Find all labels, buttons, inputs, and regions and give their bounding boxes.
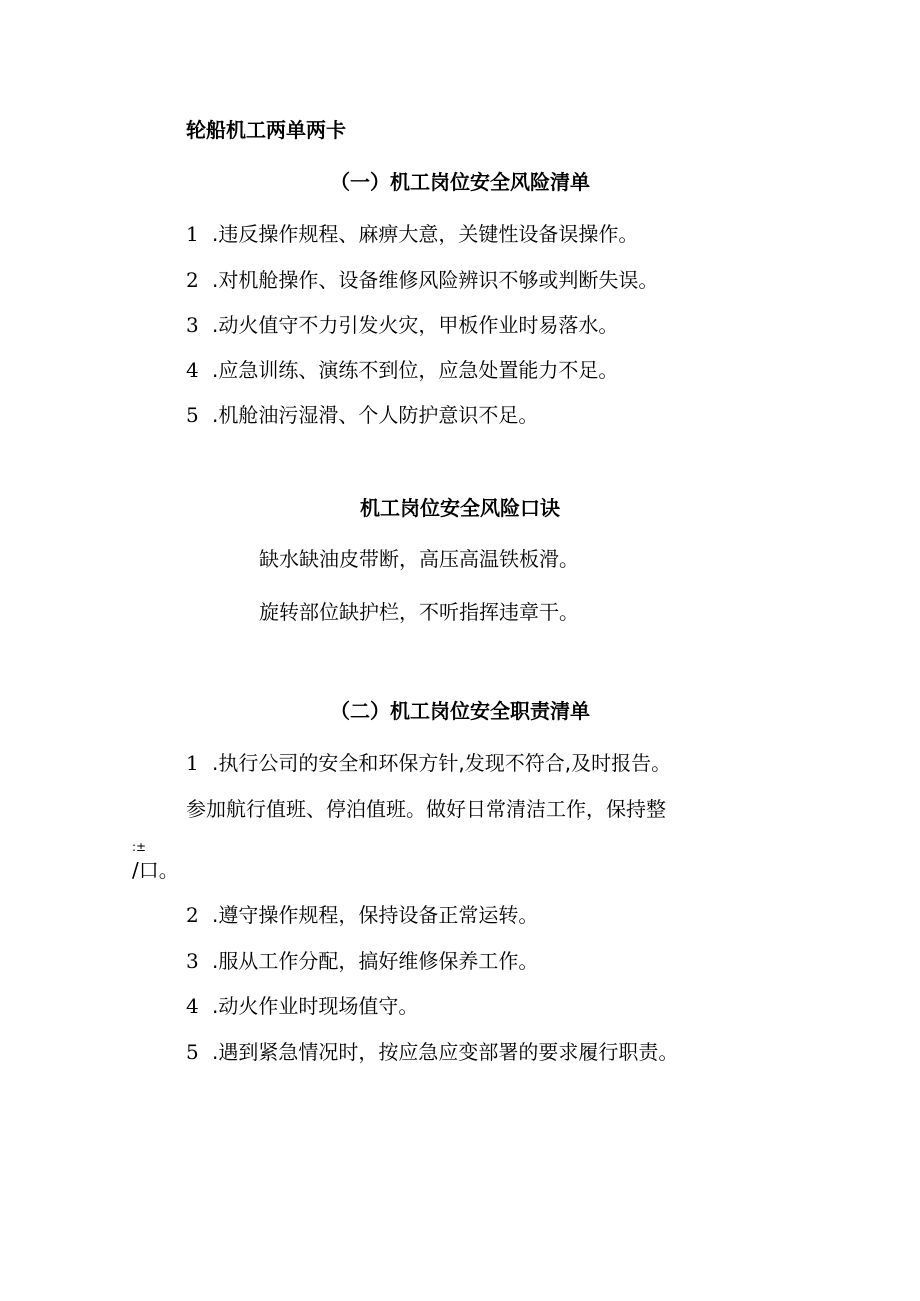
risk-item-1: [186, 222, 638, 246]
risk-item-text: .对机舱操作、设备维修风险辨识不够或判断失误。: [212, 268, 659, 292]
risk-item-text: .应急训练、演练不到位，应急处置能力不足。: [212, 358, 619, 382]
ocr-fragment-small: :±: [132, 840, 147, 854]
duty-paragraph: 参加航行值班、停泊值班。做好日常清洁工作，保持整: [186, 797, 666, 821]
risk-item-3: [186, 313, 618, 337]
risk-item-4: [186, 358, 618, 382]
duty-item-number: 4: [186, 994, 199, 1018]
duty-item-number: 3: [186, 949, 199, 973]
duty-item-3: [186, 949, 538, 973]
duty-item-text: .遇到紧急情况时，按应急应变部署的要求履行职责。: [212, 1040, 679, 1064]
duty-item-number: 5: [186, 1040, 199, 1064]
rhyme-line-2: 旋转部位缺护栏，不听指挥违章干。: [259, 600, 579, 624]
risk-item-number: 1: [186, 222, 199, 246]
ocr-fragment-tail: /口。: [132, 858, 179, 882]
risk-item-number: 4: [186, 358, 199, 382]
duty-item-4: [186, 994, 418, 1018]
risk-item-number: 5: [186, 403, 199, 427]
duty-item-number: 1: [186, 751, 199, 775]
risk-item-2: [186, 268, 658, 292]
risk-list-heading: （一）机工岗位安全风险清单: [330, 170, 590, 194]
rhyme-line-1: 缺水缺油皮带断，高压高温铁板滑。: [259, 547, 579, 571]
duty-item-text: .执行公司的安全和环保方针,发现不符合,及时报告。: [212, 751, 672, 775]
duty-item-2: [186, 903, 538, 927]
duty-list-heading: （二）机工岗位安全职责清单: [330, 699, 590, 723]
risk-item-5: [186, 403, 538, 427]
rhyme-heading: 机工岗位安全风险口诀: [360, 496, 560, 520]
duty-item-text: .动火作业时现场值守。: [212, 994, 419, 1018]
risk-item-number: 2: [186, 268, 199, 292]
risk-item-text: .机舱油污湿滑、个人防护意识不足。: [212, 403, 539, 427]
duty-item-5: [186, 1040, 678, 1064]
document-title: 轮船机工两单两卡: [186, 118, 346, 142]
risk-item-number: 3: [186, 313, 199, 337]
duty-item-text: .遵守操作规程，保持设备正常运转。: [212, 903, 539, 927]
duty-item-number: 2: [186, 903, 199, 927]
duty-item-text: .服从工作分配，搞好维修保养工作。: [212, 949, 539, 973]
risk-item-text: .动火值守不力引发火灾，甲板作业时易落水。: [212, 313, 619, 337]
risk-item-text: .违反操作规程、麻痹大意，关键性设备误操作。: [212, 222, 639, 246]
duty-item-1: [186, 751, 671, 775]
